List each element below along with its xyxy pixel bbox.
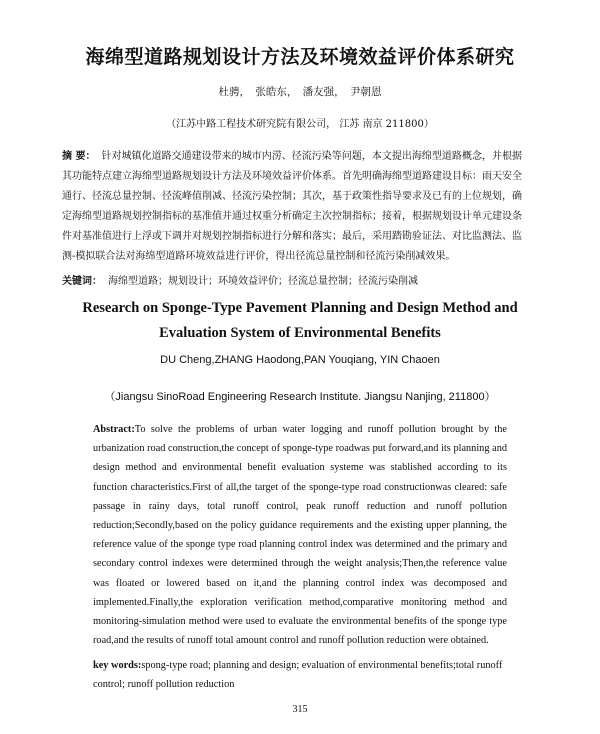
- chinese-authors: 杜骋， 张皓东， 潘友强， 尹朝恩: [218, 86, 382, 98]
- english-keywords-label: key words:: [93, 660, 142, 671]
- english-authors: DU Cheng,ZHANG Haodong,PAN Youqiang, YIN Chaoen: [160, 354, 440, 366]
- chinese-abstract: [62, 147, 522, 267]
- chinese-keywords: [62, 274, 522, 290]
- english-affiliation: （Jiangsu SinoRoad Engineering Research Institute. Jiangsu Nanjing, 211800）: [104, 391, 496, 403]
- chinese-title: 海绵型道路规划设计方法及环境效益评价体系研究: [85, 46, 515, 68]
- chinese-keywords-text: 海绵型道路；规划设计；环境效益评价；径流总量控制；径流污染削减: [108, 276, 418, 287]
- chinese-abstract-label: 摘 要：: [62, 151, 96, 162]
- english-abstract-text: To solve the problems of urban water logging and runoff pollution brought by the urbanization road construction,the concept of sponge-type roadwas put forward,and its planning and design method and environmental benefit evaluation systeme was stablished according to its function characteristics.First of all,the target of the sponge-type road constructionwas cleared: safe passage in rainy days, total runoff control, peak runoff reduction and runoff pollution reduction;Secondly,based on the policy guidance requirements and the existing upper planning, the reference value of the sponge type road planning control index was determined and the primary and secondary control indexes were determined through the weight analysis;Then,the reference value was floated or lowered based on it,and the planning control index was decomposed and implemented.Finally,the exploration verification method,comparative monitoring method and monitoring-simulation method were used to evaluate the environmental benefits of the sponge type road,and the results of runoff total amount control and runoff pollution reduction were obtained.: [93, 424, 507, 647]
- chinese-abstract-text: 针对城镇化道路交通建设带来的城市内涝、径流污染等问题，本文提出海绵型道路概念，并根据其功能特点建立海绵型道路规划设计方法及环境效益评价体系。首先明确海绵型道路建设目标：雨天安全通行、径流总量控制、径流峰值削减、径流污染控制；其次，基于政策性指导要求及已有的上位规划，确定海绵型道路规划控制指标的基准值并通过权重分析确定主次控制指标；接着，根据规划设计单元建设条件对基准值进行上浮或下调并对规划控制指标进行分解和落实；最后，采用踏勘验证法、对比监测法、监测-模拟联合法对海绵型道路环境效益进行评价，得出径流总量控制和径流污染削减效果。: [62, 151, 523, 262]
- english-abstract-label: Abstract:: [93, 424, 135, 435]
- page-number: 315: [292, 704, 308, 715]
- english-keywords: [93, 656, 507, 694]
- chinese-keywords-label: 关键词：: [62, 276, 102, 287]
- chinese-affiliation: （江苏中路工程技术研究院有限公司， 江苏 南京 211800）: [166, 119, 434, 130]
- english-title: Research on Sponge-Type Pavement Planning and Design Method and Evaluation System of Environmental Benefits: [82, 300, 518, 341]
- english-abstract: [93, 420, 507, 650]
- english-keywords-text: spong-type road; planning and design; evaluation of environmental benefits;total runoff control; runoff pollution reduction: [93, 660, 503, 691]
